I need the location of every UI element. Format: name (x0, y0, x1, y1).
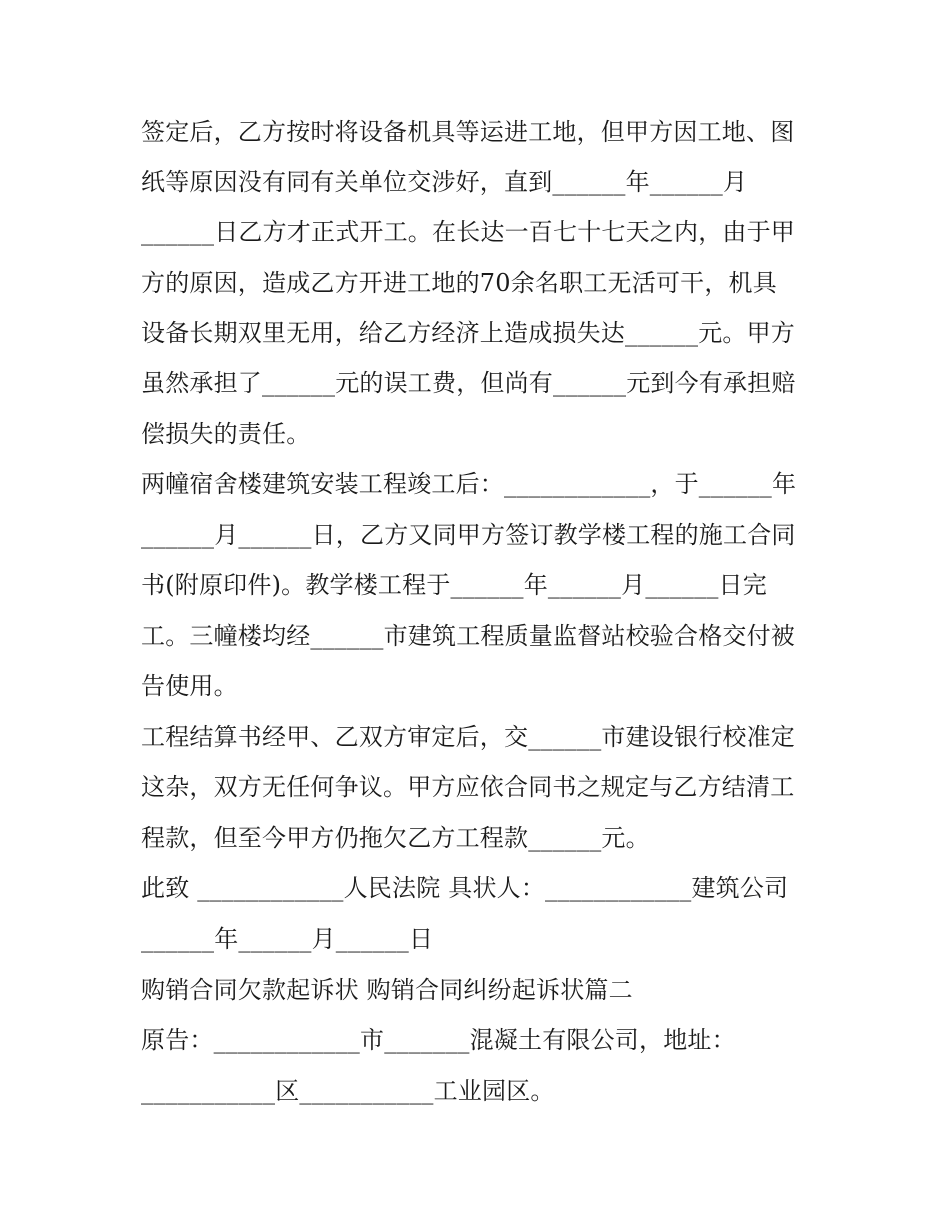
text-line: 两幢宿舍楼建筑安装工程竣工后：____________，于______年 (141, 470, 797, 498)
text-line: 偿损失的责任。 (141, 420, 311, 448)
text-line: 签定后，乙方按时将设备机具等运进工地，但甲方因工地、图 (141, 118, 795, 146)
text-line: ___________区___________工业园区。 (141, 1077, 555, 1105)
text-line: ______月______日，乙方又同甲方签订教学楼工程的施工合同 (141, 521, 796, 549)
text-line: 告使用。 (141, 672, 238, 700)
text-line: 工。三幢楼均经______市建筑工程质量监督站校验合格交付被 (141, 622, 795, 650)
text-line: 纸等原因没有同有关单位交涉好，直到______年______月 (141, 168, 748, 196)
text-line: 书(附原印件)。教学楼工程于______年______月______日完 (141, 571, 767, 599)
text-line: 此致 ____________人民法院 具状人：____________建筑公司 (141, 874, 789, 902)
text-line: ______年______月______日 (141, 925, 434, 953)
text-line: 设备长期双里无用，给乙方经济上造成损失达______元。甲方 (141, 319, 795, 347)
text-line: 工程结算书经甲、乙双方审定后，交______市建设银行校准定 (141, 723, 795, 751)
text-line: 原告：____________市_______混凝土有限公司，地址： (141, 1026, 736, 1054)
text-line: 方的原因，造成乙方开进工地的70余名职工无活可干，机具 (141, 269, 777, 297)
text-line: 购销合同欠款起诉状 购销合同纠纷起诉状篇二 (141, 976, 633, 1004)
text-line: 虽然承担了______元的误工费，但尚有______元到今有承担赔 (141, 369, 796, 397)
text-line: ______日乙方才正式开工。在长达一百七十七天之内，由于甲 (141, 218, 795, 246)
text-line: 程款，但至今甲方仍拖欠乙方工程款______元。 (141, 824, 650, 852)
text-line: 这杂，双方无任何争议。甲方应依合同书之规定与乙方结清工 (141, 773, 795, 801)
